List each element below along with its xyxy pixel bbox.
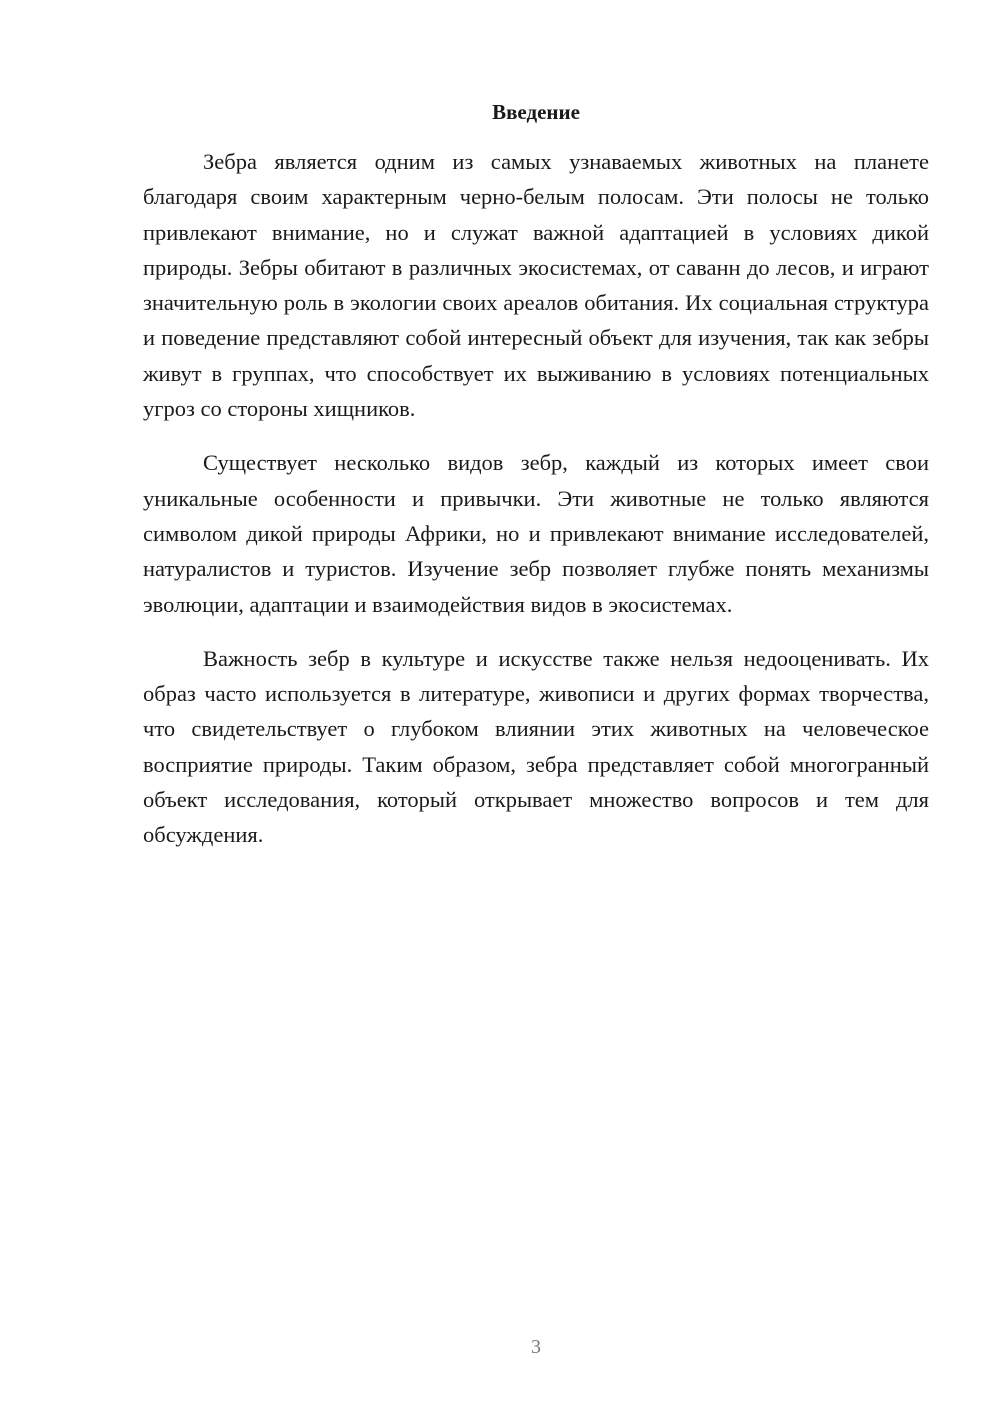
paragraph-1: Зебра является одним из самых узнаваемых животных на планете благодаря своим характерным черно-белым полосам. Эти полосы не только привлекают внимание, но и служат важной адаптацией в условиях дикой природы. Зебры обитают в различных экосистемах, от саванн до лесов, и играют значительную роль в экологии своих ареалов обитания. Их социальная структура и поведение представляют собой интересный объект для изучения, так как зебры живут в группах, что способствует их выживанию в условиях потенциальных угроз со стороны хищников. (143, 149, 929, 422)
paragraph-2: Существует несколько видов зебр, каждый из которых имеет свои уникальные особенности и привычки. Эти животные не только являются символом дикой природы Африки, но и привлекают внимание исследователей, натуралистов и туристов. Изучение зебр позволяет глубже понять механизмы эволюции, адаптации и взаимодействия видов в экосистемах. (143, 450, 929, 617)
body-text (143, 144, 929, 872)
paragraph-3: Важность зебр в культуре и искусстве также нельзя недооценивать. Их образ часто используется в литературе, живописи и других формах творчества, что свидетельствует о глубоком влиянии этих животных на человеческое восприятие природы. Таким образом, зебра представляет собой многогранный объект исследования, который открывает множество вопросов и тем для обсуждения. (143, 645, 929, 848)
page-number: 3 (531, 1336, 541, 1358)
section-title: Введение (492, 100, 580, 124)
